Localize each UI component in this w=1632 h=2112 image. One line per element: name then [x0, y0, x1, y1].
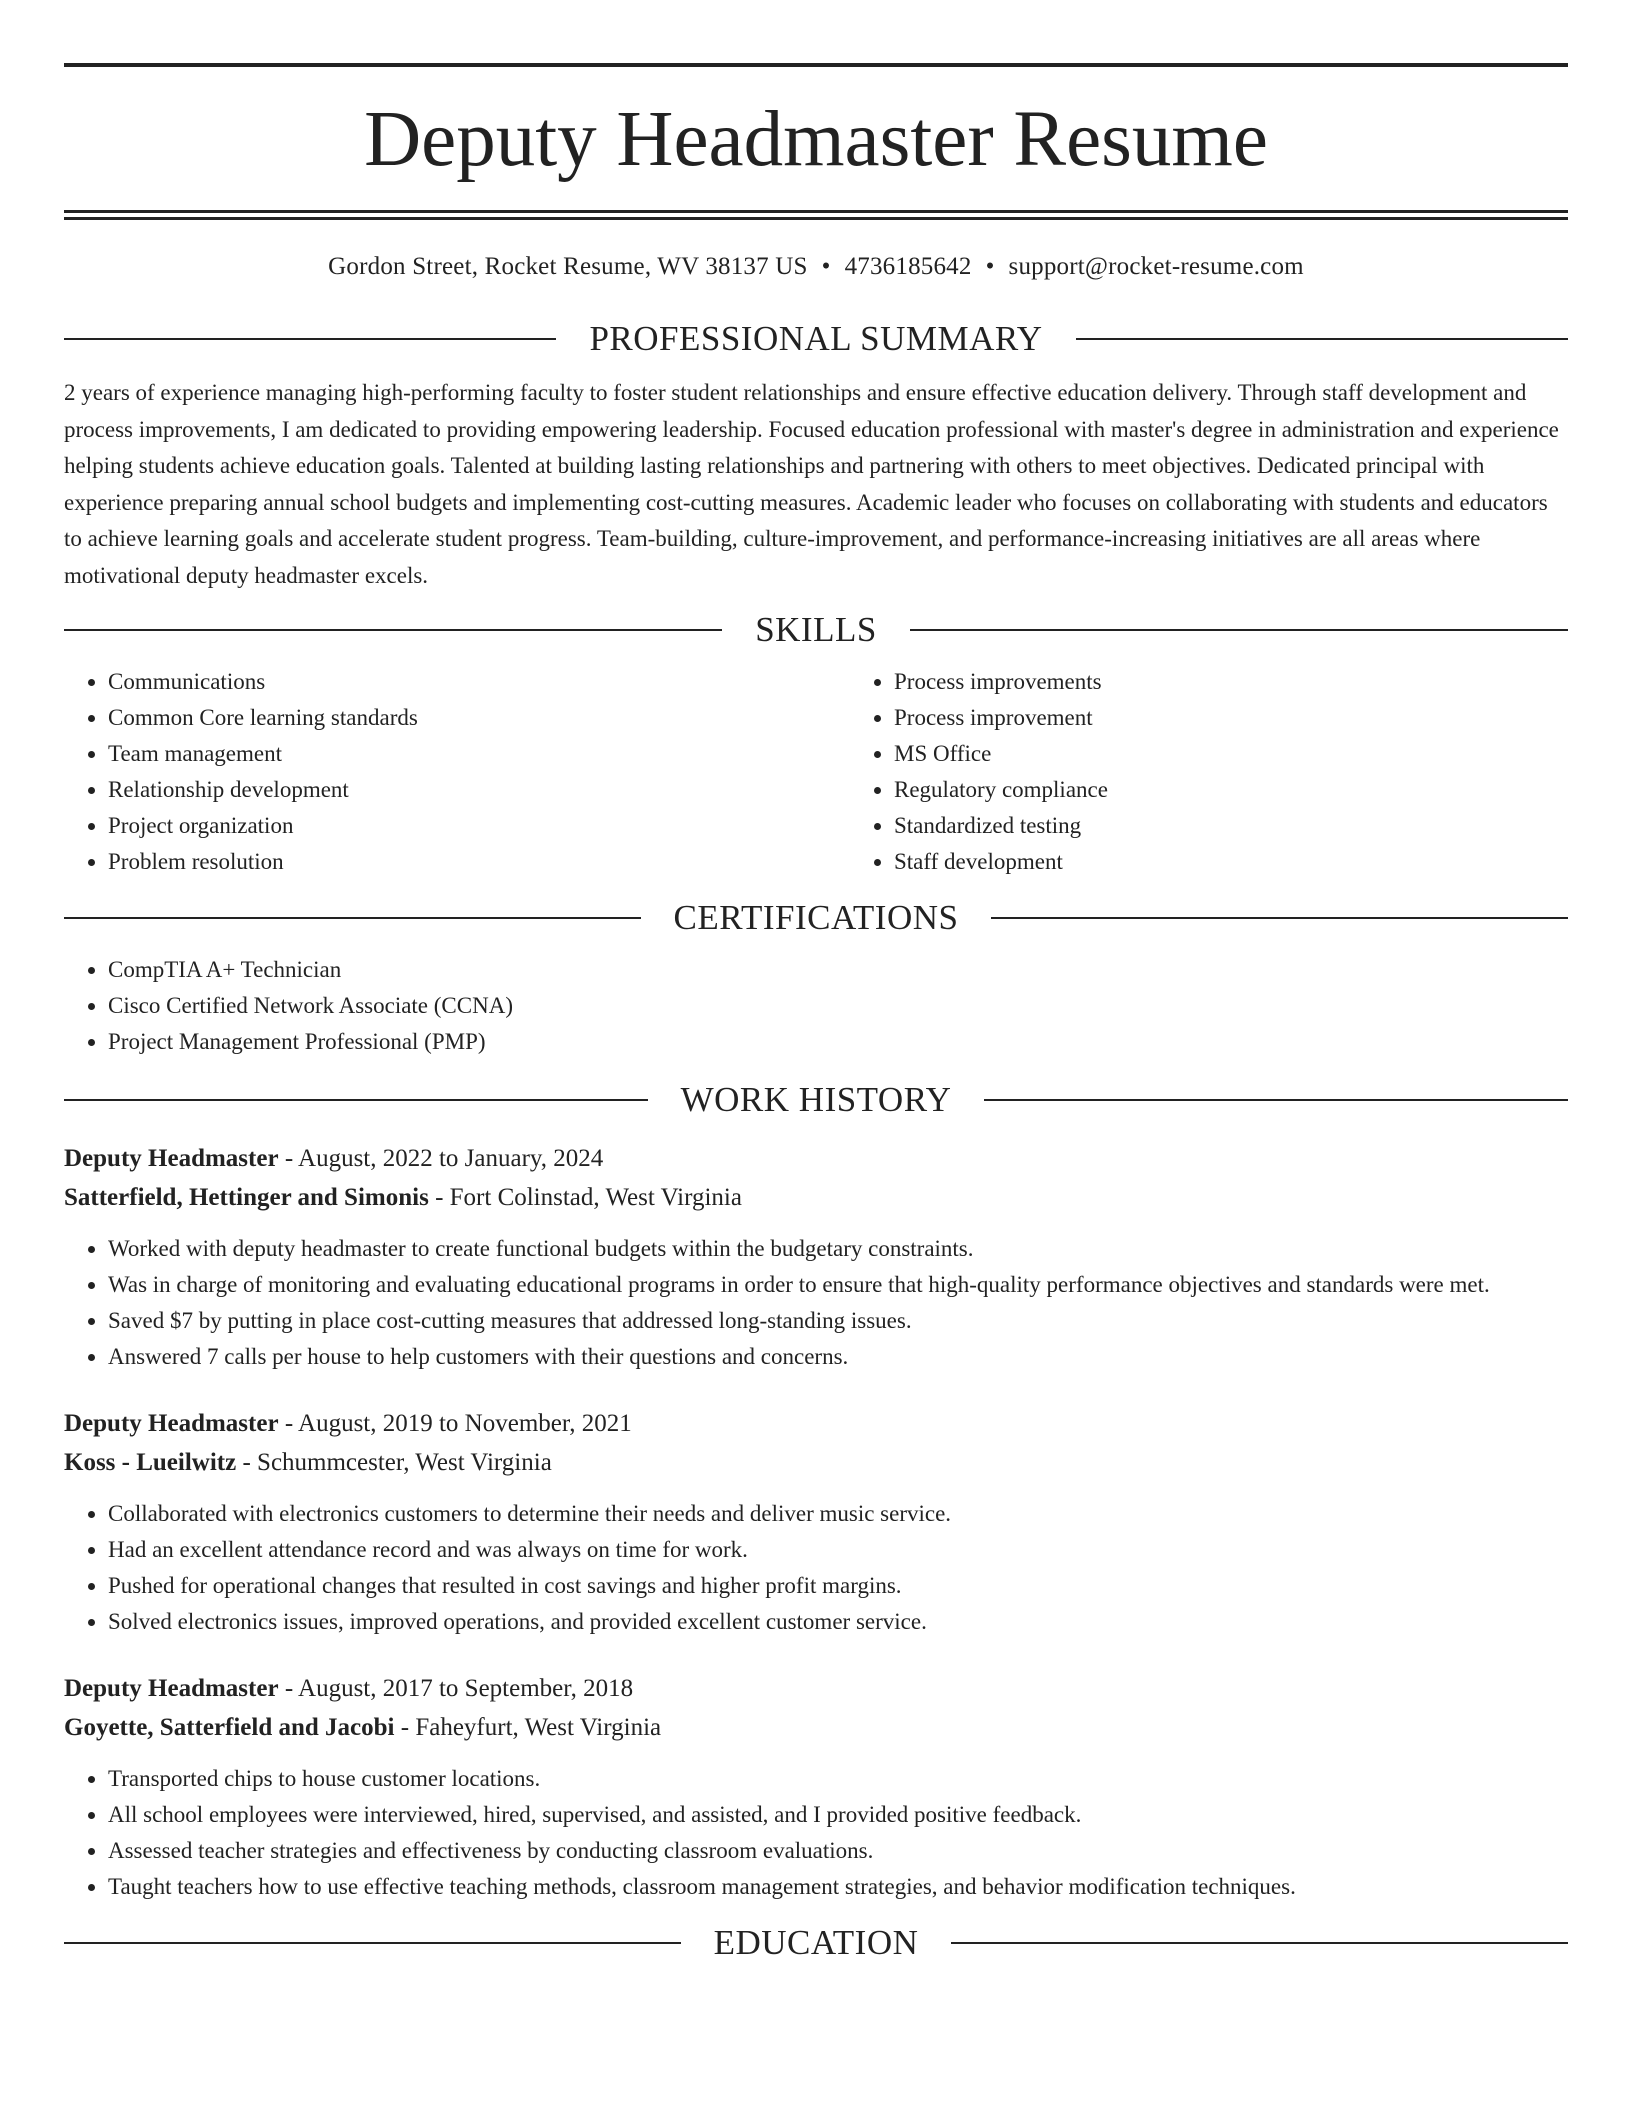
job-bullet: • Assessed teacher strategies and effectiveness by conducting classroom evaluations. [108, 1833, 1568, 1869]
job-company: Satterfield, Hettinger and Simonis [64, 1183, 429, 1211]
skills-list [64, 664, 1568, 880]
job-bullet: • Transported chips to house customer locations. [108, 1761, 1568, 1797]
job-company: Koss - Lueilwitz [64, 1448, 237, 1476]
job-role: Deputy Headmaster [64, 1410, 279, 1437]
heading-rule-left [64, 917, 641, 919]
skill-item: • Common Core learning standards [108, 700, 850, 736]
heading-rule-right [910, 629, 1568, 631]
job-bullet: • Solved electronics issues, improved operations, and provided excellent customer service. [108, 1604, 1568, 1640]
heading-rule-left [64, 1942, 681, 1944]
skill-item: • Team management [108, 736, 850, 772]
job-entry [64, 1140, 1568, 1375]
job-company-line [64, 1709, 1568, 1748]
job-dates: - August, 2022 to January, 2024 [278, 1145, 604, 1172]
job-role: Deputy Headmaster [64, 1675, 279, 1702]
summary-heading-label: PROFESSIONAL SUMMARY [589, 319, 1043, 358]
skill-item: • Project organization [108, 808, 850, 844]
job-title-line [64, 1405, 1568, 1444]
heading-rule-left [64, 629, 722, 631]
job-bullet: • All school employees were interviewed, hired, supervised, and assisted, and I provided positive feedback. [108, 1797, 1568, 1833]
work-history-heading-label: WORK HISTORY [680, 1080, 952, 1119]
certifications-list [64, 952, 1568, 1060]
job-bullet: • Had an excellent attendance record and was always on time for work. [108, 1532, 1568, 1568]
job-bullet: • Answered 7 calls per house to help customers with their questions and concerns. [108, 1339, 1568, 1375]
skill-item: • Regulatory compliance [894, 772, 1568, 808]
title-double-rule [64, 210, 1568, 220]
skill-item: • Process improvements [894, 664, 1568, 700]
work-history-section-heading [64, 1078, 1568, 1122]
skill-item: • Process improvement [894, 700, 1568, 736]
job-bullet: • Collaborated with electronics customers to determine their needs and deliver music service. [108, 1496, 1568, 1532]
education-section-heading [64, 1921, 1568, 1965]
job-bullet: • Taught teachers how to use effective teaching methods, classroom management strategies, and behavior modification techniques. [108, 1869, 1568, 1905]
job-dates: - August, 2017 to September, 2018 [278, 1675, 634, 1702]
job-title-line [64, 1670, 1568, 1709]
skills-column-left [64, 664, 850, 880]
job-role: Deputy Headmaster [64, 1145, 279, 1172]
contact-email: support@rocket-resume.com [1008, 253, 1304, 280]
heading-rule-right [951, 1942, 1568, 1944]
skills-section-heading [64, 608, 1568, 652]
summary-paragraph: 2 years of experience managing high-performing faculty to foster student relationships and ensure effective education delivery. Through staff development and process improvements, I am dedicated to providing empowering leadership. Focused education professional with master's degree in administration and experience helping students achieve education goals. Talented at building lasting relationships and partnering with others to meet objectives. Dedicated principal with experience preparing annual school budgets and implementing cost-cutting measures. Academic leader who focuses on collaborating with students and educators to achieve learning goals and accelerate student progress. Team-building, culture-improvement, and performance-increasing initiatives are all areas where motivational deputy headmaster excels. [64, 380, 1559, 588]
heading-rule-right [1076, 338, 1568, 340]
contact-phone: 4736185642 [844, 253, 972, 280]
skill-item: • Standardized testing [894, 808, 1568, 844]
skills-heading-label: SKILLS [755, 610, 877, 649]
job-entry [64, 1670, 1568, 1905]
job-company: Goyette, Satterfield and Jacobi [64, 1713, 395, 1741]
heading-rule-left [64, 1099, 648, 1101]
resume-title: Deputy Headmaster Resume [364, 96, 1268, 183]
job-company-line [64, 1444, 1568, 1483]
certification-item: • Project Management Professional (PMP) [108, 1024, 1568, 1060]
summary-section-heading [64, 317, 1568, 361]
top-rule [64, 63, 1568, 67]
contact-address: Gordon Street, Rocket Resume, WV 38137 US [328, 253, 808, 280]
job-bullet: • Saved $7 by putting in place cost-cutting measures that addressed long-standing issues. [108, 1303, 1568, 1339]
contact-separator: • [821, 253, 831, 280]
job-bullet-list [64, 1761, 1568, 1905]
contact-separator: • [985, 253, 995, 280]
job-bullet: • Pushed for operational changes that resulted in cost savings and higher profit margins. [108, 1568, 1568, 1604]
job-location: - Faheyfurt, West Virginia [394, 1713, 662, 1741]
job-bullet-list [64, 1231, 1568, 1375]
skill-item: • Communications [108, 664, 850, 700]
job-bullet: • Was in charge of monitoring and evaluating educational programs in order to ensure that high-quality performance objectives and standards were met. [108, 1267, 1568, 1303]
job-entry [64, 1405, 1568, 1640]
heading-rule-left [64, 338, 556, 340]
job-bullet-list [64, 1496, 1568, 1640]
certification-item: • CompTIA A+ Technician [108, 952, 1568, 988]
job-location: - Schummcester, West Virginia [236, 1448, 552, 1476]
skill-item: • Problem resolution [108, 844, 850, 880]
job-location: - Fort Colinstad, West Virginia [428, 1183, 742, 1211]
contact-line [64, 249, 1568, 285]
certification-item: • Cisco Certified Network Associate (CCNA) [108, 988, 1568, 1024]
job-bullet: • Worked with deputy headmaster to create functional budgets within the budgetary constraints. [108, 1231, 1568, 1267]
certifications-heading-label: CERTIFICATIONS [673, 898, 959, 937]
skills-column-right [850, 664, 1568, 880]
skill-item: • Relationship development [108, 772, 850, 808]
job-title-line [64, 1140, 1568, 1179]
job-dates: - August, 2019 to November, 2021 [278, 1410, 632, 1437]
heading-rule-right [984, 1099, 1568, 1101]
job-company-line [64, 1179, 1568, 1218]
certifications-section-heading [64, 896, 1568, 940]
skill-item: • MS Office [894, 736, 1568, 772]
skill-item: • Staff development [894, 844, 1568, 880]
education-heading-label: EDUCATION [713, 1923, 919, 1962]
heading-rule-right [991, 917, 1568, 919]
